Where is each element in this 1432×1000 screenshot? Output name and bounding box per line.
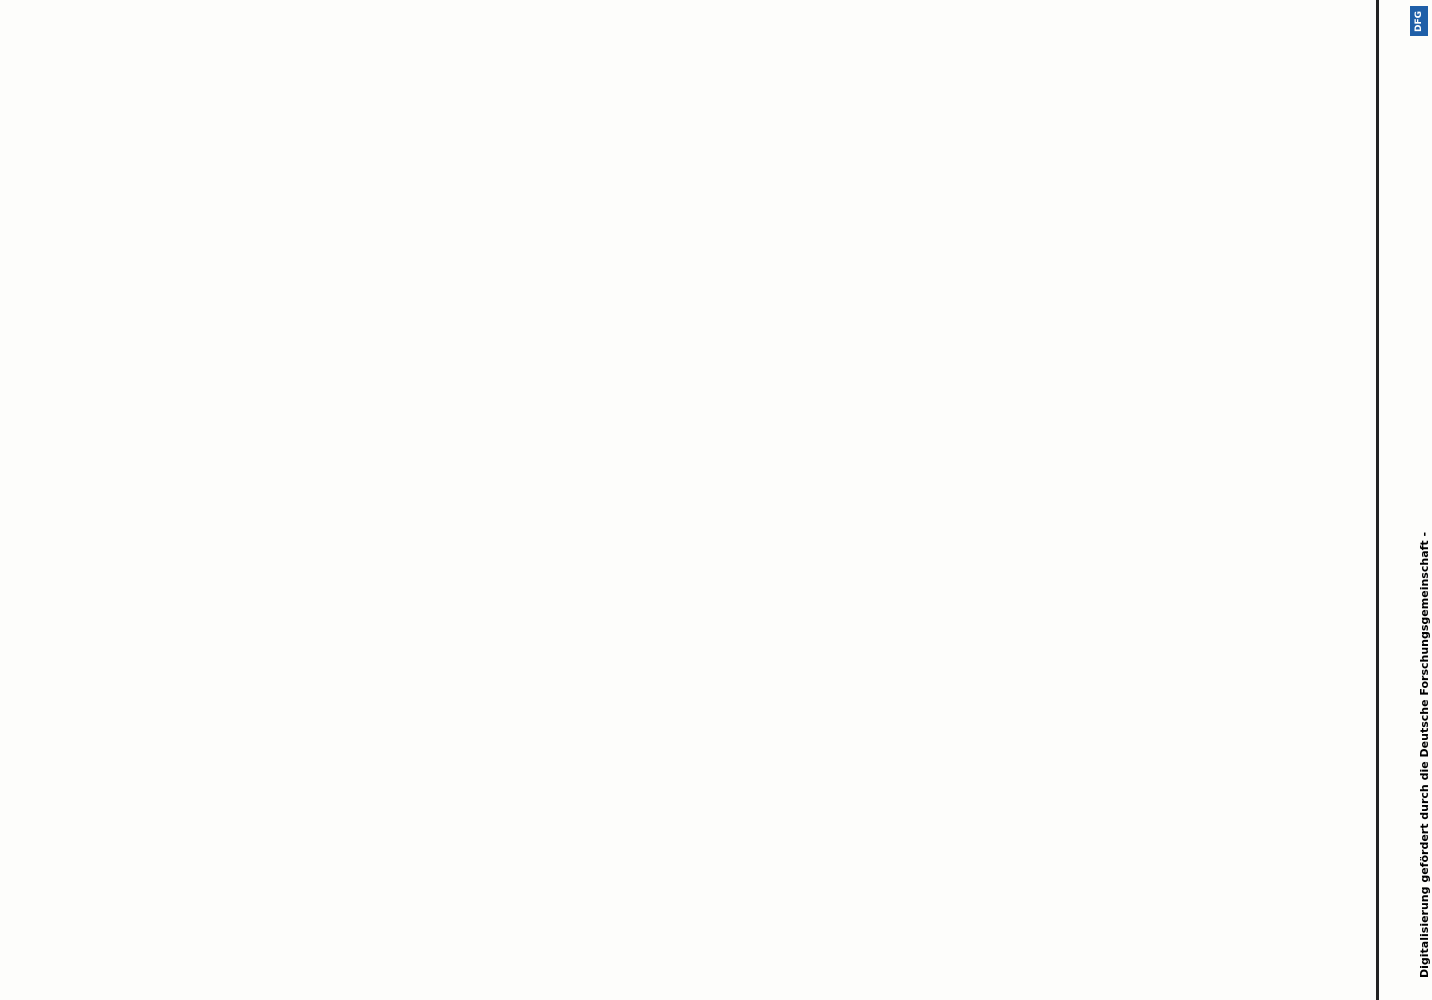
scan-edge — [1376, 0, 1379, 1000]
digitization-note-text: Digitalisierung gefördert durch die Deutsche Forschungsgemeinschaft - — [1418, 531, 1431, 978]
dfg-logo: DFG — [1410, 6, 1428, 36]
digitization-note — [1388, 0, 1431, 1000]
